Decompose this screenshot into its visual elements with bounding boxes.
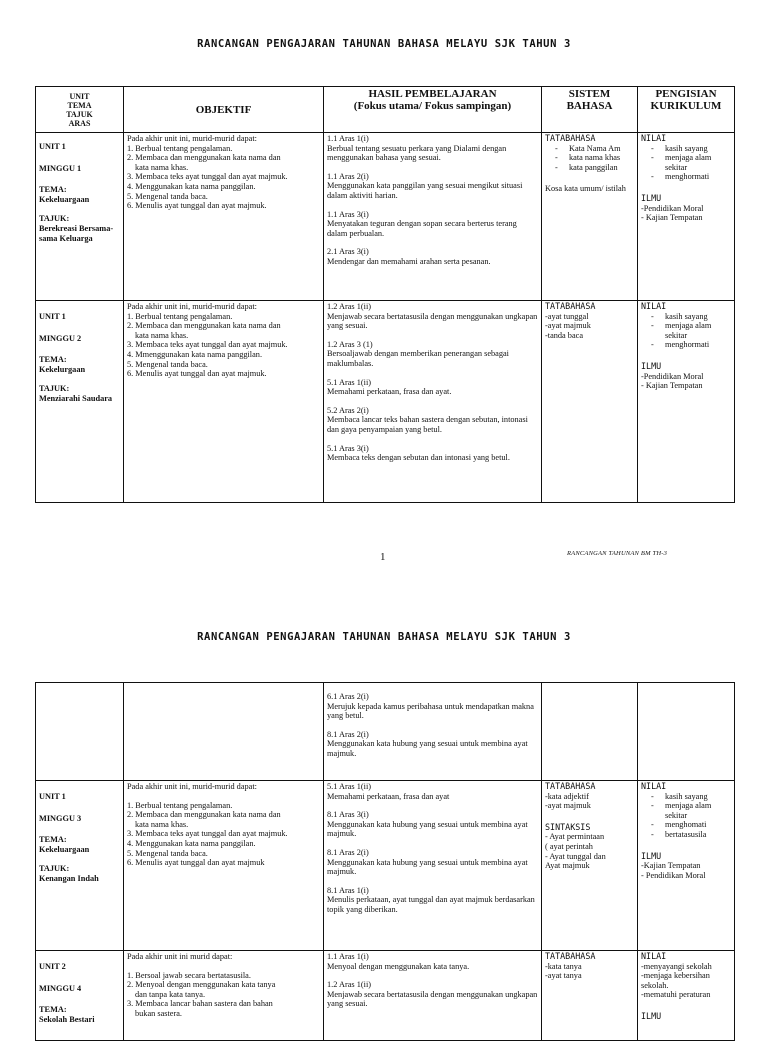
- sistem-cell: TATABAHASA - Kata Nama Am - kata nama khas - kata panggilan Kosa kata umum/ istilah: [542, 133, 638, 301]
- hasil-cell: 1.1 Aras 1(i) Berbual tentang sesuatu perkara yang Dialami dengan menggunakan bahasa yang sesuai. 1.1 Aras 2(i) Menggunakan kata panggilan yang sesuai mengikut situasi dalam aktiviti harian. 1.1 Aras 3(i) Menyatakan teguran dengan sopan secara berterus terang dalam perbualan. 2.1 Aras 3(i) Mendengar dan memahami arahan serta pesanan.: [324, 133, 542, 301]
- lesson-plan-table: [35, 86, 735, 503]
- header-hasil: HASIL PEMBELAJARAN (Fokus utama/ Fokus sampingan): [324, 87, 542, 133]
- sistem-cell: TATABAHASA -ayat tunggal -ayat majmuk -tanda baca: [542, 301, 638, 503]
- pengisian-cell: NILAI - kasih sayang - menjaga alam sekitar - menghormati ILMU -Pendidikan Moral - Kajian Tempatan: [638, 301, 735, 503]
- objektif-cell: Pada akhir unit ini, murid-murid dapat: 1. Berbual tentang pengalaman. 2. Membaca dan menggunakan kata nama dan kata nama khas. 3. Membaca teks ayat tunggal dan ayat majmuk. 4. Menggunakan kata nama panggilan. 5. Mengenal tanda baca. 6. Menulis ayat tunggal dan ayat majmuk.: [124, 133, 324, 301]
- hasil-cell: 6.1 Aras 2(i) Merujuk kepada kamus peribahasa untuk mendapatkan makna yang betul. 8.1 Aras 2(i) Menggunakan kata hubung yang sesuai untuk membina ayat majmuk.: [324, 683, 542, 781]
- pengisian-cell: NILAI - kasih sayang - menjaga alam sekitar - menghormati ILMU -Pendidikan Moral - Kajian Tempatan: [638, 133, 735, 301]
- page1-table-wrap: [35, 86, 734, 503]
- table-row: [36, 133, 735, 301]
- page-number: 1: [380, 551, 386, 563]
- objektif-cell: Pada akhir unit ini, murid-murid dapat: 1. Berbual tentang pengalaman. 2. Membaca dan menggunakan kata nama dan kata nama khas. 3. Membaca teks ayat tunggal dan ayat majmuk. 4. Mmenggunakan kata nama panggilan. 5. Mengenal tanda baca. 6. Menulis ayat tunggal dan ayat majmuk.: [124, 301, 324, 503]
- pengisian-cell: NILAI - kasih sayang - menjaga alam sekitar - menghomati - bertatasusila ILMU -Kajian Tempatan - Pendidikan Moral: [638, 781, 735, 951]
- table-row: [36, 951, 735, 1041]
- table-header-row: [36, 87, 735, 133]
- header-pengisian: PENGISIAN KURIKULUM: [638, 87, 735, 133]
- pengisian-cell: NILAI -menyayangi sekolah -menjaga kebersihan sekolah. -mematuhi peraturan ILMU: [638, 951, 735, 1041]
- unit-cell: UNIT 1 MINGGU 1 TEMA: Kekeluargaan TAJUK: Berekreasi Bersama-sama Keluarga: [36, 133, 124, 301]
- header-sistem: SISTEM BAHASA: [542, 87, 638, 133]
- unit-cell: UNIT 1 MINGGU 3 TEMA: Kekeluargaan TAJUK: Kenangan Indah: [36, 781, 124, 951]
- table-row: [36, 781, 735, 951]
- page2-table-wrap: [35, 682, 734, 1041]
- objektif-cell: Pada akhir unit ini, murid-murid dapat: 1. Berbual tentang pengalaman. 2. Membaca dan menggunakan kata nama dan kata nama khas. 3. Membaca teks ayat tunggal dan ayat majmuk. 4. Menggunakan kata nama panggilan. 5. Mengenal tanda baca. 6. Menulis ayat tunggal dan ayat majmuk: [124, 781, 324, 951]
- hasil-cell: 1.2 Aras 1(ii) Menjawab secara bertatasusila dengan menggunakan ungkapan yang sesuai. 1.2 Aras 3 (1) Bersoaljawab dengan memberikan penerangan sebagai maklumbalas. 5.1 Aras 1(ii) Memahami perkataan, frasa dan ayat. 5.2 Aras 2(i) Membaca lancar teks bahan sastera dengan sebutan, intonasi dan gaya penyampaian yang betul. 5.1 Aras 3(i) Membaca teks dengan sebutan dan intonasi yang betul.: [324, 301, 542, 503]
- header-objektif: OBJEKTIF: [124, 87, 324, 133]
- sistem-cell: TATABAHASA -kata adjektif -ayat majmuk SINTAKSIS - Ayat permintaan ( ayat perintah - Ayat tunggal dan Ayat majmuk: [542, 781, 638, 951]
- hasil-cell: 1.1 Aras 1(i) Menyoal dengan menggunakan kata tanya. 1.2 Aras 1(ii) Menjawab secara bertatasusila dengan menggunakan ungkapan yang sesuai.: [324, 951, 542, 1041]
- page-footer: RANCANGAN TAHUNAN BM TH-3: [567, 550, 668, 557]
- header-unit: UNIT TEMA TAJUK ARAS: [36, 87, 124, 133]
- unit-cell: UNIT 1 MINGGU 2 TEMA: Kekelurgaan TAJUK: Menziarahi Saudara: [36, 301, 124, 503]
- lesson-plan-table: [35, 682, 735, 1041]
- objektif-cell: Pada akhir unit ini murid dapat: 1. Bersoal jawab secara bertatasusila. 2. Menyoal dengan menggunakan kata tanya dan tanpa kata tanya. 3. Membaca lancar bahan sastera dan bahan bukan sastera.: [124, 951, 324, 1041]
- page-title: RANCANGAN PENGAJARAN TAHUNAN BAHASA MELAYU SJK TAHUN 3: [197, 38, 571, 50]
- table-row: [36, 683, 735, 781]
- page-title: RANCANGAN PENGAJARAN TAHUNAN BAHASA MELAYU SJK TAHUN 3: [197, 631, 571, 643]
- sistem-cell: TATABAHASA -kata tanya -ayat tanya: [542, 951, 638, 1041]
- table-row: [36, 301, 735, 503]
- unit-cell: UNIT 2 MINGGU 4 TEMA: Sekolah Bestari: [36, 951, 124, 1041]
- hasil-cell: 5.1 Aras 1(ii) Memahami perkataan, frasa dan ayat 8.1 Aras 3(i) Menggunakan kata hubung yang sesuai untuk membina ayat majmuk. 8.1 Aras 2(i) Menggunakan kata hubung yang sesuai untuk membina ayat majmuk. 8.1 Aras 1(i) Menulis perkataan, ayat tunggal dan ayat majmuk berdasarkan topik yang diberikan.: [324, 781, 542, 951]
